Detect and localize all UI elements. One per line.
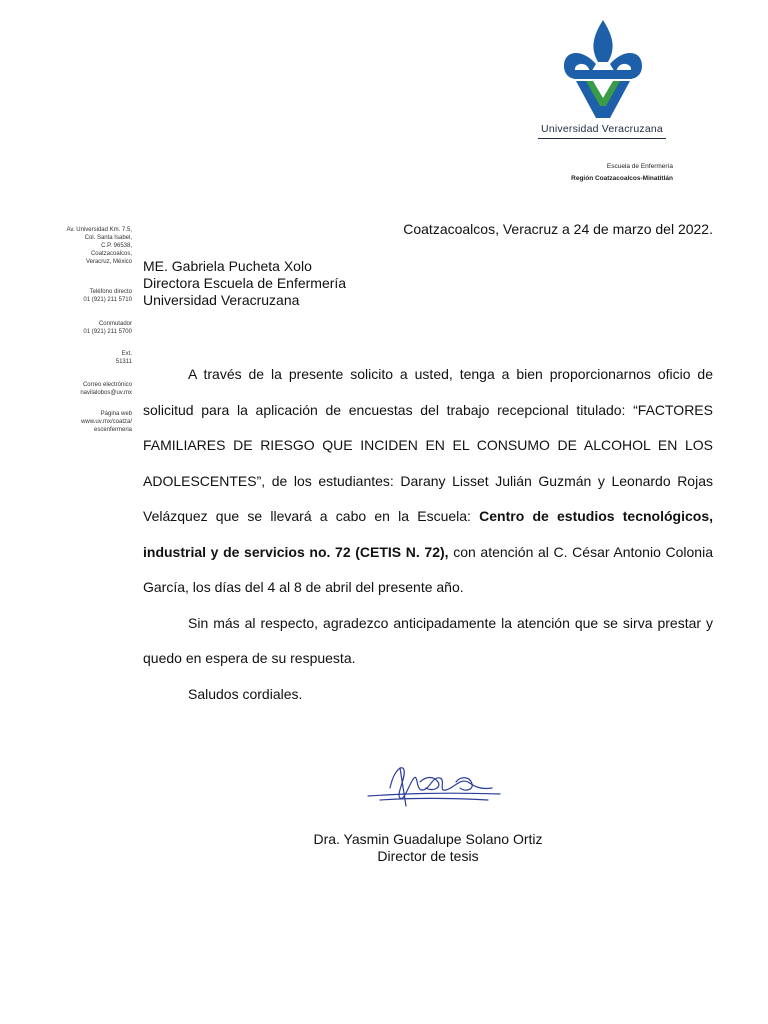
closing-line: Saludos cordiales. [188, 685, 303, 702]
signer-name: Dra. Yasmin Guadalupe Solano Ortiz [313, 831, 543, 847]
university-logo [560, 18, 646, 122]
switchboard-number: 01 (921) 211 5700 [83, 329, 132, 335]
p1-text-end: con atención al C. César Antonio Colonia García, los días del 4 al 8 de abril del presente año. [143, 543, 713, 595]
extension-label: Ext. [121, 351, 132, 357]
logo-underline [538, 138, 666, 139]
phone-block [40, 288, 132, 304]
region-name: Región Coatzacoalcos-Minatitlán [571, 175, 673, 182]
letter-date: Coatzacoalcos, Veracruz a 24 de marzo del 2022. [403, 221, 713, 237]
signer-title: Director de tesis [377, 848, 479, 864]
address-block [40, 226, 132, 266]
phone-label: Teléfono directo [89, 289, 132, 295]
department-block [571, 161, 673, 185]
handwritten-signature [360, 760, 505, 812]
web-url[interactable]: escenfermeria [93, 427, 132, 433]
signer-block [278, 831, 578, 865]
p1-school-bold: Centro de estudios tecnológicos, industrial y de servicios no. 72 (CETIS N. 72), [143, 508, 713, 560]
email-address[interactable]: navilalobos@uv.mx [80, 390, 132, 396]
letter-body [143, 357, 713, 712]
recipient-name: ME. Gabriela Pucheta Xolo [143, 258, 312, 274]
school-name: Escuela de Enfermería [606, 163, 673, 170]
phone-number: 01 (921) 211 5710 [83, 297, 132, 303]
address-line: Veracruz, México [85, 259, 132, 265]
address-line: Av. Universidad Km. 7.5, [66, 227, 132, 233]
address-line: Col. Santa Isabel, [84, 235, 132, 241]
extension-block [40, 350, 132, 366]
recipient-position: Directora Escuela de Enfermería [143, 275, 347, 291]
recipient-block [143, 258, 346, 309]
web-block [40, 410, 132, 434]
extension-number: 51311 [115, 359, 132, 365]
switchboard-label: Conmutador [98, 321, 132, 327]
address-line: Coatzacoalcos, [90, 251, 132, 257]
email-block [40, 381, 132, 397]
recipient-institution: Universidad Veracruzana [143, 292, 300, 308]
web-url[interactable]: www.uv.mx/coatza/ [81, 419, 132, 425]
logo-university-name: Universidad Veracruzana [541, 123, 663, 135]
body-paragraph-1 [143, 357, 713, 606]
switchboard-block [40, 320, 132, 336]
body-paragraph-2: Sin más al respecto, agradezco anticipadamente la atención que se sirva prestar y quedo en espera de su respuesta. [143, 614, 713, 666]
address-line: C.P. 96538, [101, 243, 132, 249]
email-label: Correo electrónico [82, 382, 132, 388]
p1-text: A través de la presente solicito a usted, tenga a bien proporcionarnos oficio de solicitud para la aplicación de encuestas del trabajo recepcional titulado: “FACTORES FAMILIARES DE RIESGO QUE INCIDEN EN EL CONSUMO DE ALCOHOL EN LOS ADOLESCENTES”, de los estudiantes: Darany Lisset Julián Guzmán y Leonardo Rojas Velázquez que se llevará a cabo en la Escuela: [143, 366, 713, 524]
web-label: Página web [100, 411, 132, 417]
